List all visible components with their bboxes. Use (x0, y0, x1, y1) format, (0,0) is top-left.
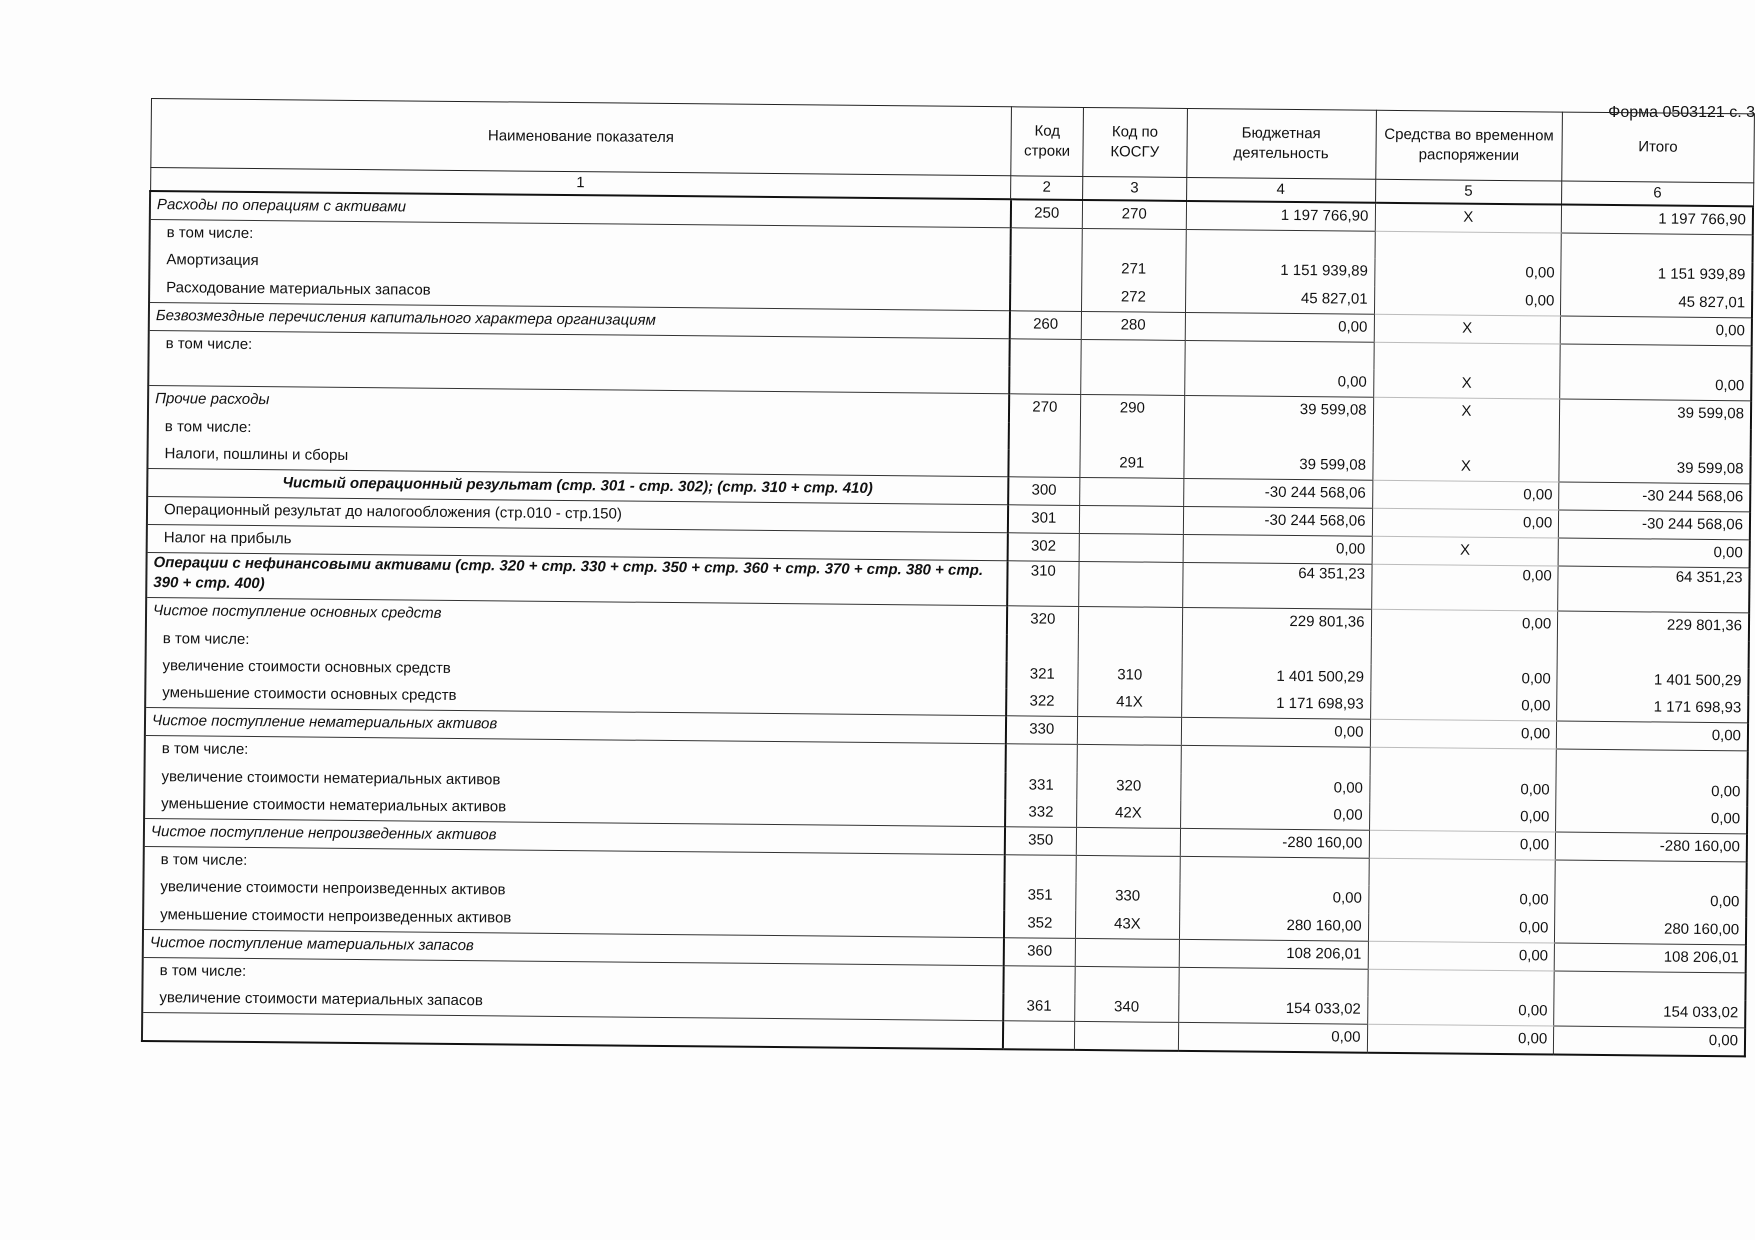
row-line-code (1008, 449, 1080, 477)
row-name: уменьшение стоимости основных средств (145, 680, 1006, 716)
row-name: Чистое поступление основных средств (146, 598, 1007, 634)
row-temporary: 0,00 (1374, 259, 1561, 288)
report-sheet (141, 98, 1755, 1058)
row-budget: 108 206,01 (1179, 939, 1368, 969)
row-kosgu: 272 (1082, 284, 1186, 313)
row-temporary: X (1372, 536, 1559, 566)
row-line-code (1009, 366, 1081, 394)
row-total (1555, 860, 1747, 890)
row-total: 108 206,01 (1554, 943, 1746, 973)
row-total: 229 801,36 (1558, 611, 1750, 641)
row-name: в том числе: (145, 736, 1006, 772)
row-total: 1 197 766,90 (1562, 205, 1754, 236)
row-line-code (1005, 744, 1077, 772)
header-total: Итого (1562, 112, 1754, 183)
row-line-code: 322 (1006, 688, 1078, 716)
row-line-code: 260 (1009, 311, 1081, 340)
row-budget (1178, 967, 1367, 997)
row-budget: 280 160,00 (1179, 911, 1368, 941)
header-name: Наименование показателя (150, 99, 1011, 176)
row-kosgu: 270 (1082, 200, 1186, 230)
row-kosgu (1076, 827, 1180, 856)
header-kosgu: Код по КОСГУ (1083, 107, 1187, 177)
row-name: Чистое поступление нематериальных активов (145, 708, 1006, 744)
row-total: 1 151 939,89 (1561, 261, 1753, 290)
row-line-code (1002, 1021, 1074, 1050)
row-kosgu (1077, 717, 1181, 746)
row-name: Расходование материальных запасов (149, 275, 1010, 311)
row-temporary (1370, 748, 1557, 777)
row-total: 0,00 (1556, 777, 1748, 806)
row-budget: 39 599,08 (1184, 396, 1373, 426)
row-temporary (1375, 231, 1562, 260)
row-name: Прочие расходы (148, 386, 1009, 422)
row-kosgu (1080, 477, 1184, 506)
row-budget: 1 401 500,29 (1181, 663, 1370, 692)
row-kosgu: 43X (1076, 910, 1180, 939)
row-line-code: 310 (1007, 561, 1079, 607)
row-budget (1184, 423, 1373, 452)
row-line-code: 350 (1004, 827, 1076, 856)
row-budget: 0,00 (1180, 801, 1369, 831)
row-budget: -280 160,00 (1180, 828, 1369, 858)
row-name: Безвозмездные перечисления капитального характера организациям (149, 302, 1010, 338)
row-total: -30 244 568,06 (1559, 482, 1751, 512)
row-temporary (1371, 637, 1558, 666)
row-kosgu (1075, 938, 1179, 967)
row-line-code: 360 (1003, 937, 1075, 966)
row-budget (1180, 857, 1369, 887)
row-total: 1 401 500,29 (1557, 666, 1749, 695)
row-kosgu (1082, 229, 1186, 258)
row-name: в том числе: (149, 330, 1010, 366)
row-kosgu: 320 (1077, 772, 1181, 800)
row-line-code: 332 (1005, 799, 1077, 827)
row-line-code (1010, 256, 1082, 284)
row-temporary (1367, 969, 1554, 998)
row-total: 280 160,00 (1555, 915, 1747, 945)
row-kosgu (1076, 856, 1180, 885)
row-budget (1186, 230, 1375, 260)
table-body (142, 191, 1753, 1057)
column-number: 3 (1083, 176, 1187, 200)
row-temporary (1373, 342, 1560, 371)
column-number: 6 (1562, 181, 1753, 206)
row-budget: 0,00 (1180, 773, 1369, 802)
row-temporary: 0,00 (1369, 830, 1556, 860)
row-total: 0,00 (1556, 804, 1748, 834)
row-temporary: 0,00 (1372, 480, 1559, 510)
row-total (1554, 971, 1746, 1001)
row-line-code: 352 (1004, 910, 1076, 938)
row-line-code: 321 (1006, 661, 1078, 689)
row-temporary: 0,00 (1368, 941, 1555, 971)
row-name: уменьшение стоимости непроизведенных активов (143, 901, 1004, 937)
row-total: 0,00 (1558, 538, 1750, 568)
row-line-code: 351 (1004, 883, 1076, 911)
row-temporary: 0,00 (1369, 775, 1556, 804)
column-number: 1 (150, 168, 1011, 200)
row-budget: -30 244 568,06 (1183, 478, 1372, 508)
row-budget: -30 244 568,06 (1183, 506, 1372, 536)
row-line-code (1010, 228, 1082, 256)
row-temporary: X (1372, 452, 1559, 481)
row-budget: 0,00 (1185, 312, 1374, 342)
row-kosgu (1078, 635, 1182, 663)
row-name: уменьшение стоимости нематериальных активов (144, 791, 1005, 827)
row-line-code: 300 (1008, 477, 1080, 506)
row-line-code (1010, 283, 1082, 311)
row-name: в том числе: (148, 413, 1009, 448)
row-total (1557, 639, 1749, 668)
row-kosgu (1077, 745, 1181, 774)
row-kosgu (1075, 966, 1179, 995)
row-budget: 39 599,08 (1183, 451, 1372, 481)
row-temporary: 0,00 (1368, 913, 1555, 942)
row-kosgu (1081, 367, 1185, 396)
row-line-code: 330 (1005, 716, 1077, 745)
row-line-code: 302 (1007, 533, 1079, 562)
row-total: 0,00 (1560, 372, 1752, 402)
row-kosgu (1080, 422, 1184, 450)
row-temporary: 0,00 (1370, 719, 1557, 749)
row-total (1560, 344, 1752, 374)
row-temporary: 0,00 (1370, 665, 1557, 694)
row-kosgu: 330 (1076, 883, 1180, 911)
row-kosgu: 280 (1081, 311, 1185, 340)
row-name: увеличение стоимости основных средств (145, 653, 1006, 688)
row-budget (1182, 636, 1371, 665)
row-temporary: X (1373, 398, 1560, 427)
row-total (1559, 427, 1751, 456)
row-temporary: 0,00 (1370, 692, 1557, 721)
row-total: 64 351,23 (1558, 566, 1750, 613)
row-budget (1181, 746, 1370, 776)
row-line-code: 361 (1003, 993, 1075, 1021)
row-total: 0,00 (1560, 316, 1752, 346)
row-temporary (1368, 858, 1555, 887)
row-name: Налоги, пошлины и сборы (147, 441, 1008, 477)
row-budget: 45 827,01 (1185, 285, 1374, 315)
row-budget (1184, 340, 1373, 370)
row-total: 154 033,02 (1554, 999, 1746, 1029)
row-name: в том числе: (146, 626, 1007, 661)
row-temporary: 0,00 (1367, 997, 1554, 1026)
row-kosgu: 41X (1078, 689, 1182, 718)
row-budget: 0,00 (1178, 1023, 1367, 1054)
row-temporary: 0,00 (1371, 565, 1558, 612)
row-line-code: 250 (1010, 199, 1082, 228)
row-total (1561, 233, 1753, 263)
row-kosgu: 310 (1078, 662, 1182, 690)
header-line-code: Код строки (1011, 107, 1084, 177)
row-budget: 1 171 698,93 (1181, 690, 1370, 720)
row-budget: 64 351,23 (1182, 563, 1371, 610)
row-total: 0,00 (1557, 721, 1749, 751)
row-line-code (1003, 966, 1075, 994)
row-temporary: 0,00 (1367, 1024, 1554, 1054)
row-kosgu: 340 (1075, 994, 1179, 1023)
row-budget: 1 151 939,89 (1185, 257, 1374, 286)
row-temporary: 0,00 (1372, 508, 1559, 538)
row-kosgu (1079, 562, 1183, 608)
row-total: -280 160,00 (1555, 832, 1747, 862)
row-name: в том числе: (150, 220, 1011, 256)
row-name: Операционный результат до налогообложения (стр.010 - стр.150) (147, 497, 1008, 533)
row-budget: 229 801,36 (1182, 608, 1371, 638)
row-kosgu (1079, 506, 1183, 535)
row-name: Операции с нефинансовыми активами (стр. 320 + стр. 330 + стр. 350 + стр. 360 + стр. 370 + стр. 380 + стр. 390 + стр. 400) (146, 553, 1007, 606)
header-temporary: Средства во временном распоряжении (1375, 110, 1562, 181)
row-name: увеличение стоимости нематериальных активов (144, 764, 1005, 799)
row-kosgu: 271 (1082, 256, 1186, 284)
column-number: 4 (1186, 177, 1375, 202)
row-kosgu (1079, 534, 1183, 563)
row-name: Расходы по операциям с активами (150, 191, 1011, 228)
row-temporary: X (1375, 203, 1562, 233)
row-line-code: 331 (1005, 772, 1077, 800)
row-kosgu (1078, 607, 1182, 636)
row-budget: 0,00 (1179, 884, 1368, 913)
column-number: 2 (1011, 176, 1083, 200)
row-budget: 0,00 (1181, 718, 1370, 748)
row-total: 39 599,08 (1560, 399, 1752, 429)
row-name: Чистый операционный результат (стр. 301 - стр. 302); (стр. 310 + стр. 410) (147, 468, 1008, 504)
row-kosgu (1081, 339, 1185, 368)
row-line-code: 301 (1007, 505, 1079, 534)
row-kosgu: 290 (1080, 395, 1184, 424)
row-line-code (1008, 422, 1080, 450)
row-temporary: 0,00 (1371, 610, 1558, 639)
row-budget: 1 197 766,90 (1186, 201, 1375, 232)
row-name: Амортизация (149, 247, 1010, 282)
row-name: Чистое поступление материальных запасов (143, 929, 1004, 965)
row-budget: 0,00 (1183, 535, 1372, 565)
header-budget: Бюджетная деятельность (1186, 108, 1376, 179)
row-name: в том числе: (142, 957, 1003, 993)
row-total (1556, 749, 1748, 779)
column-number: 5 (1375, 179, 1562, 204)
report-table (141, 98, 1755, 1058)
row-name: увеличение стоимости материальных запасов (142, 985, 1003, 1021)
row-total: -30 244 568,06 (1559, 510, 1751, 540)
row-line-code: 320 (1006, 606, 1078, 634)
form-label: Форма 0503121 с. 3 (1608, 104, 1755, 121)
row-total: 1 171 698,93 (1557, 694, 1749, 724)
row-name: Чистое поступление непроизведенных активов (144, 818, 1005, 854)
row-temporary: 0,00 (1374, 286, 1561, 315)
row-line-code (1004, 855, 1076, 883)
row-temporary: X (1374, 314, 1561, 344)
row-total: 39 599,08 (1559, 454, 1751, 484)
row-line-code (1006, 634, 1078, 662)
row-temporary: 0,00 (1368, 886, 1555, 915)
row-kosgu: 42X (1077, 800, 1181, 829)
row-temporary: X (1373, 370, 1560, 399)
row-total: 0,00 (1555, 888, 1747, 917)
row-kosgu (1074, 1022, 1178, 1052)
row-budget: 154 033,02 (1178, 995, 1367, 1025)
row-total: 0,00 (1554, 1026, 1746, 1057)
row-name: Налог на прибыль (147, 525, 1008, 561)
row-line-code (1009, 339, 1081, 367)
row-line-code: 270 (1008, 394, 1080, 422)
row-total: 45 827,01 (1561, 288, 1753, 318)
row-budget: 0,00 (1184, 368, 1373, 398)
row-name: увеличение стоимости непроизведенных активов (143, 874, 1004, 909)
row-name: в том числе: (144, 847, 1005, 883)
row-kosgu: 291 (1080, 450, 1184, 479)
row-temporary: 0,00 (1369, 802, 1556, 831)
row-temporary (1373, 425, 1560, 454)
